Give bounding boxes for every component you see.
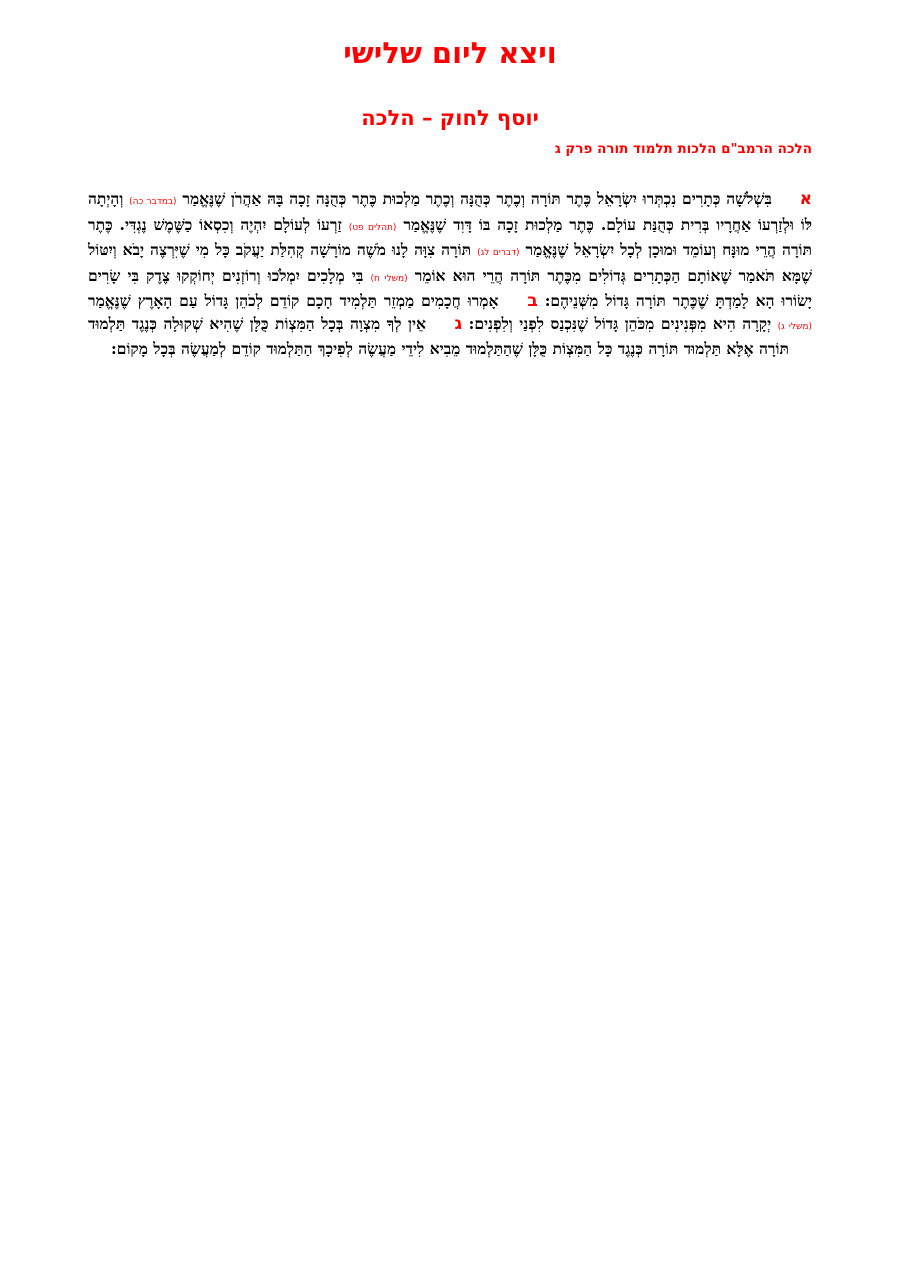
halacha-marker-1: א bbox=[799, 189, 812, 209]
verse-reference: (משלי ג) bbox=[777, 321, 812, 332]
halacha-text bbox=[88, 188, 812, 361]
text-segment: זַרְעוֹ לְעוֹלָם יִהְיֶה וְכִסְאוֹ כַשֶּׁמֶשׁ נֶגְדִּי. כֶּתֶר תּוֹרָה הֲרֵי מוּנָּח וְעוֹמֵד וּמוּכָן לְכָל יִשְׂרָאֵל שֶׁנֶּאֱמַר bbox=[88, 214, 812, 259]
verse-reference: (דברים לג) bbox=[477, 248, 520, 258]
page-subtitle: יוסף לחוק – הלכה bbox=[361, 106, 539, 130]
page-title: ויצא ליום שלישי bbox=[343, 36, 557, 70]
text-segment: אָמְרוּ חֲכָמִים מַמְזֵר תַּלְמִיד חָכָם קוֹדֵם לְכֹהֵן גָּדוֹל עַם הָאָרֶץ שֶׁנֶּאֱמַר bbox=[88, 291, 499, 310]
text-segment: אֵין לְךָ מִצְוָה בְּכָל הַמִּצְוֹת כֻּלָּן שֶׁהִיא שְׁקוּלָה כְּנֶגֶד תַּלְמוּד תּוֹרָה אֶלָּא תַּלְמוּד תּוֹרָה כְּנֶגֶד כָּל הַמִּצְוֹת כֻּלָּן שֶׁהַתַּלְמוּד מֵבִיא לִידֵי מַעֲשֶׂה לְפִיכָךְ הַתַּלְמוּד קוֹדֵם לְמַעֲשֶׂה בְּכָל מָקוֹם: bbox=[88, 313, 789, 358]
text-segment: בִּי מְלָכִים יִמְלֹכוּ וְרוֹזְנִים יְחוֹקְקוּ צֶדֶק בִּי שָׂרִים יָשׂוֹרוּ הָא לָמַדְתָּ שֶׁכֶּתֶר תּוֹרָה גָּדוֹל מִשְּׁנֵיהֶם: bbox=[88, 265, 812, 310]
halacha-marker-2: ב bbox=[527, 291, 538, 311]
verse-reference: (תהלים פט) bbox=[348, 222, 397, 233]
text-segment: תּוֹרָה צִוָּה לָנוּ מֹשֶׁה מוֹרָשָׁה קְהִלַּת יַעֲקֹב כָּל מִי שֶׁיִּרְצֶה יָבֹא וְיִטּוֹל שֶׁמָּא תֹּאמַר שֶׁאוֹתָם הַכְּתָרִים גְּדוֹלִים מִכֶּתֶר תּוֹרָה הֲרֵי הוּא אוֹמֵר bbox=[88, 240, 812, 285]
verse-reference: (במדבר כה) bbox=[129, 197, 177, 207]
text-segment: בִּשְׁלֹשָׁה כְּתָרִים נִכְתְּרוּ יִשְׂרָאֵל כֶּתֶר תּוֹרָה וְכֶתֶר כְּהֻנָּה וְכֶתֶר מַלְכוּת כֶּתֶר כְּהֻנָּה זָכָה בָּהּ אַהֲרֹן שֶׁנֶּאֱמַר bbox=[182, 189, 772, 208]
text-segment: וְהָיְתָה לּוֹ וּלְזַרְעוֹ אַחֲרָיו בְּרִית כְּהֻנַּת עוֹלָם. כֶּתֶר מַלְכוּת זָכָה בּוֹ דָּוִד שֶׁנֶּאֱמַר bbox=[88, 189, 812, 234]
text-segment: יְקָרָה הִיא מִפְּנִינִים מִכֹּהֵן גָּדוֹל שֶׁנִּכְנַס לִפְנַי וְלִפְנִים: bbox=[468, 313, 772, 333]
halacha-marker-3: ג bbox=[454, 313, 463, 334]
source-reference: הלכה הרמב"ם הלכות תלמוד תורה פרק ג bbox=[554, 141, 812, 157]
verse-reference: (משלי ח) bbox=[370, 273, 408, 284]
